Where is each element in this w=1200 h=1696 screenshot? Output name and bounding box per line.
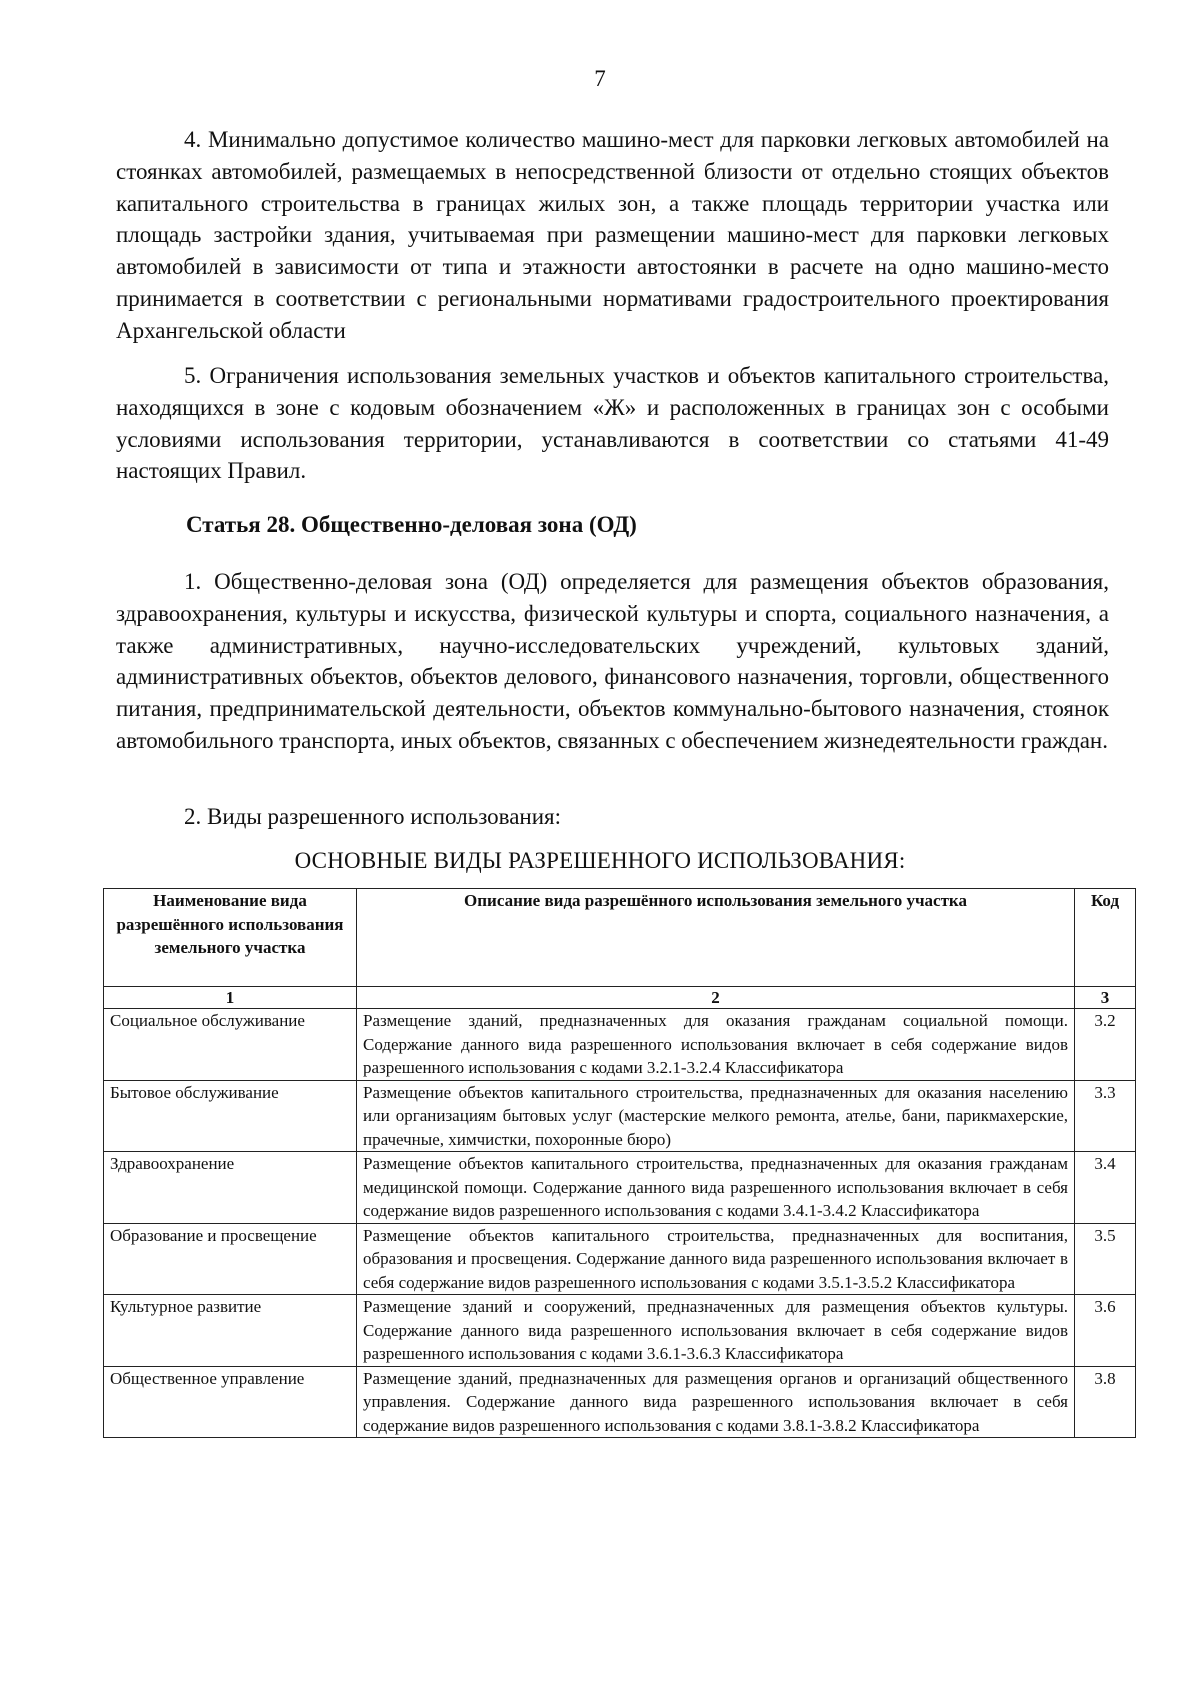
use-description: Размещение зданий, предназначенных для размещения органов и организаций общественного управления. Содержание данного вида разрешенного использования включает в себя содержание видов разрешенного использования с кодами 3.8.1-3.8.2 Классификатора bbox=[357, 1366, 1075, 1438]
use-code: 3.2 bbox=[1075, 1009, 1136, 1081]
use-name: Здравоохранение bbox=[104, 1152, 357, 1224]
use-description: Размещение объектов капитального строительства, предназначенных для воспитания, образования и просвещения. Содержание данного вида разрешенного использования включает в себя содержание видов разрешенного использования с кодами 3.5.1-3.5.2 Классификатора bbox=[357, 1223, 1075, 1295]
use-code: 3.8 bbox=[1075, 1366, 1136, 1438]
use-code: 3.3 bbox=[1075, 1080, 1136, 1152]
use-description: Размещение зданий и сооружений, предназначенных для размещения объектов культуры. Содержание данного вида разрешенного использования включает в себя содержание видов разрешенного использования с кодами 3.6.1-3.6.3 Классификатора bbox=[357, 1295, 1075, 1367]
table-row bbox=[104, 1223, 1136, 1295]
use-name: Культурное развитие bbox=[104, 1295, 357, 1367]
table-row bbox=[104, 1366, 1136, 1438]
header-description: Описание вида разрешённого использования земельного участка bbox=[357, 889, 1075, 987]
use-name: Социальное обслуживание bbox=[104, 1009, 357, 1081]
table-row bbox=[104, 1009, 1136, 1081]
table-row bbox=[104, 1295, 1136, 1367]
table-title: ОСНОВНЫЕ ВИДЫ РАЗРЕШЕННОГО ИСПОЛЬЗОВАНИЯ: bbox=[294, 848, 906, 873]
use-code: 3.5 bbox=[1075, 1223, 1136, 1295]
column-number: 2 bbox=[357, 987, 1075, 1009]
page-number: 7 bbox=[594, 66, 606, 91]
use-name: Общественное управление bbox=[104, 1366, 357, 1438]
table-row bbox=[104, 1080, 1136, 1152]
article-paragraph-1: 1. Общественно-деловая зона (ОД) определяется для размещения объектов образования, здравоохранения, культуры и искусства, физической культуры и спорта, социального назначения, а также административных, научно-исследовательских учреждений, культовых зданий, административных объектов, объектов делового, финансового назначения, торговли, общественного питания, предпринимательской деятельности, объектов коммунально-бытового назначения, стоянок автомобильного транспорта, иных объектов, связанных с обеспечением жизнедеятельности граждан. bbox=[116, 569, 1109, 753]
use-name: Образование и просвещение bbox=[104, 1223, 357, 1295]
table-column-numbers bbox=[104, 987, 1136, 1009]
paragraph-5: 5. Ограничения использования земельных участков и объектов капитального строительства, находящихся в зоне с кодовым обозначением «Ж» и расположенных в границах зон с особыми условиями использования территории, устанавливаются в соответствии со статьями 41-49 настоящих Правил. bbox=[116, 363, 1109, 484]
article-paragraph-2: 2. Виды разрешенного использования: bbox=[184, 804, 561, 829]
paragraph-4: 4. Минимально допустимое количество машино-мест для парковки легковых автомобилей на стоянках автомобилей, размещаемых в непосредственной близости от отдельно стоящих объектов капитального строительства в границах жилых зон, а также площадь территории участка или площадь застройки здания, учитываемая при размещении машино-мест для парковки легковых автомобилей в зависимости от типа и этажности автостоянки в расчете на одно машино-место принимается в соответствии с региональными нормативами градостроительного проектирования Архангельской области bbox=[116, 127, 1109, 343]
column-number: 3 bbox=[1075, 987, 1136, 1009]
use-code: 3.4 bbox=[1075, 1152, 1136, 1224]
table-header-row bbox=[104, 889, 1136, 987]
header-name: Наименование вида разрешённого использования земельного участка bbox=[104, 889, 357, 987]
article-heading: Статья 28. Общественно-деловая зона (ОД) bbox=[186, 512, 637, 537]
use-code: 3.6 bbox=[1075, 1295, 1136, 1367]
permitted-uses-table bbox=[103, 888, 1136, 1438]
header-code: Код bbox=[1075, 889, 1136, 987]
table-row bbox=[104, 1152, 1136, 1224]
use-name: Бытовое обслуживание bbox=[104, 1080, 357, 1152]
use-description: Размещение объектов капитального строительства, предназначенных для оказания гражданам медицинской помощи. Содержание данного вида разрешенного использования включает в себя содержание видов разрешенного использования с кодами 3.4.1-3.4.2 Классификатора bbox=[357, 1152, 1075, 1224]
use-description: Размещение зданий, предназначенных для оказания гражданам социальной помощи. Содержание данного вида разрешенного использования включает в себя содержание видов разрешенного использования с кодами 3.2.1-3.2.4 Классификатора bbox=[357, 1009, 1075, 1081]
column-number: 1 bbox=[104, 987, 357, 1009]
use-description: Размещение объектов капитального строительства, предназначенных для оказания населению или организациям бытовых услуг (мастерские мелкого ремонта, ателье, бани, парикмахерские, прачечные, химчистки, похоронные бюро) bbox=[357, 1080, 1075, 1152]
